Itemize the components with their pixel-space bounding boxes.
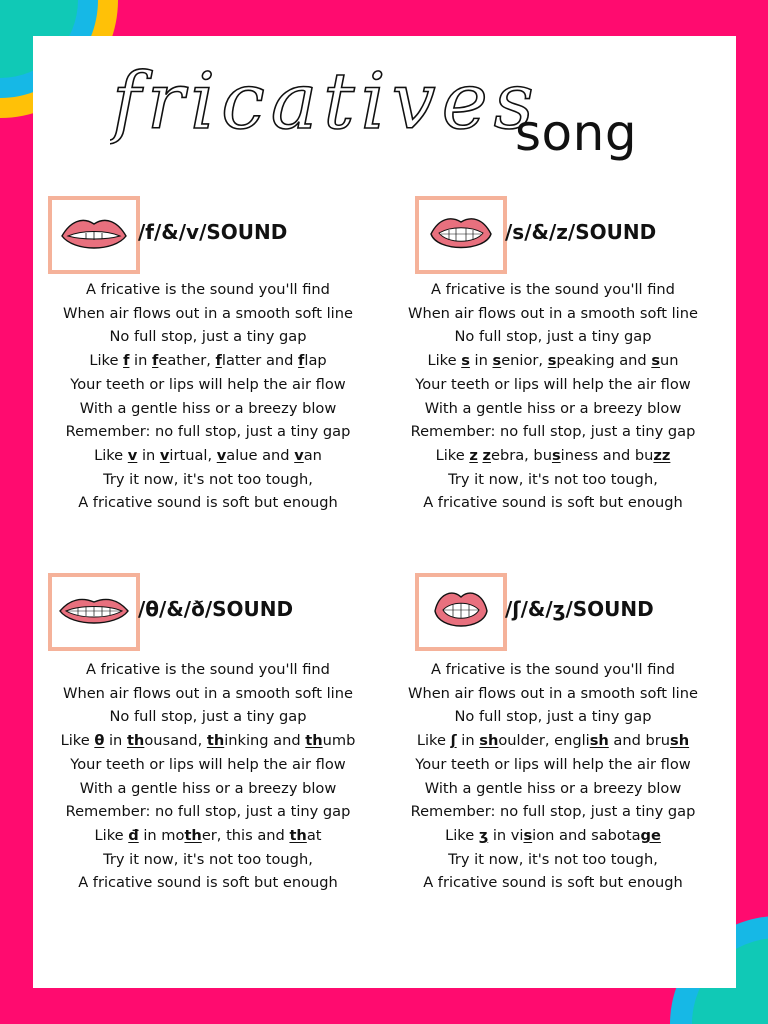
highlight-letters: th [289,826,307,844]
highlight-letters: v [294,446,304,464]
lyric-line: Like ʒ in vision and sabotage [445,826,661,844]
lyric-line: Like f in feather, flatter and flap [89,352,327,370]
highlight-letters: v [216,446,227,464]
lyric-line: When air flows out in a smooth soft line [63,684,353,702]
lyric-line: When air flows out in a smooth soft line [408,304,698,322]
highlight-letters: v [127,446,138,464]
section-header [38,573,378,653]
highlight-letters: sh [589,732,609,750]
lips-box [415,196,507,274]
lyric-line: With a gentle hiss or a breezy blow [424,779,682,797]
lyric-line: Your teeth or lips will help the air flow [70,375,346,393]
highlight-letters: th [126,732,145,750]
lyrics-list [38,278,378,515]
highlight-letters: s [461,352,470,370]
highlight-letters: th [305,732,323,750]
lyric-line: Try it now, it's not too tough, [448,470,658,488]
highlight-letters: th [184,826,202,844]
lyric-line: Like θ in thousand, thinking and thumb [60,732,356,750]
section-header [383,196,723,276]
lyric-line: Like đ in mother, this and that [94,826,322,844]
highlight-letters: ʒ [478,826,489,844]
lyric-line: Like v in virtual, value and van [94,446,322,464]
highlight-letters: zz [653,446,671,464]
lyric-line: A fricative sound is soft but enough [423,874,683,892]
lyric-line: A fricative is the sound you'll find [86,661,330,678]
highlight-letters: đ [128,826,139,844]
lyric-line: When air flows out in a smooth soft line [408,684,698,702]
lips-box [48,573,140,651]
lyric-line: Try it now, it's not too tough, [103,470,313,488]
lips-box [48,196,140,274]
highlight-letters: v [159,446,170,464]
lyric-line: A fricative is the sound you'll find [86,281,330,298]
lyric-line: Like ʃ in shoulder, english and brush [416,732,690,750]
sound-label: /f/&/v/SOUND [138,220,288,244]
highlight-letters: f [152,352,159,370]
lyric-line: Your teeth or lips will help the air flow [415,755,691,773]
sound-label: /θ/&/ð/SOUND [138,597,294,621]
highlight-letters: f [123,352,130,370]
lips-smile-teeth-icon [419,200,503,270]
lyric-line: A fricative sound is soft but enough [78,494,338,512]
highlight-letters: θ [94,732,105,750]
lyric-line: Remember: no full stop, just a tiny gap [410,423,696,441]
lyrics-list [383,278,723,515]
highlight-letters: ge [640,826,661,844]
highlight-letters: z [482,446,491,464]
lyric-line: Like s in senior, speaking and sun [427,352,679,370]
highlight-letters: sh [670,732,690,750]
sound-label: /ʃ/&/ʒ/SOUND [505,597,654,621]
highlight-letters: s [547,352,557,370]
highlight-letters: s [523,826,533,844]
title-song: song [515,104,638,162]
lyric-line: With a gentle hiss or a breezy blow [79,779,337,797]
lyric-line: Remember: no full stop, just a tiny gap [65,423,351,441]
highlight-letters: f [298,352,305,370]
lyric-line: No full stop, just a tiny gap [109,328,307,346]
lips-closed-teeth-icon [52,200,136,270]
lyric-line: A fricative is the sound you'll find [431,281,675,298]
highlight-letters: f [215,352,222,370]
lyric-line: No full stop, just a tiny gap [454,328,652,346]
lyric-line: Remember: no full stop, just a tiny gap [65,803,351,821]
lips-box [415,573,507,651]
lyric-line: When air flows out in a smooth soft line [63,304,353,322]
highlight-letters: s [551,446,561,464]
lyric-line: No full stop, just a tiny gap [454,708,652,726]
svg-text:fricatives: fricatives [112,57,540,147]
lyric-line: Your teeth or lips will help the air flow [415,375,691,393]
lyric-line: Like z zebra, business and buzz [435,446,671,464]
lyric-line: Try it now, it's not too tough, [103,850,313,868]
lyric-line: Remember: no full stop, just a tiny gap [410,803,696,821]
lyric-line: A fricative sound is soft but enough [78,874,338,892]
lyric-line: No full stop, just a tiny gap [109,708,307,726]
lyrics-list [38,658,378,895]
lyric-line: With a gentle hiss or a breezy blow [79,399,337,417]
highlight-letters: s [651,352,661,370]
section-header [383,573,723,653]
highlight-letters: sh [479,732,499,750]
lips-round-teeth-icon [419,577,503,647]
lyrics-list [383,658,723,895]
lyric-line: A fricative is the sound you'll find [431,661,675,678]
lyric-line: With a gentle hiss or a breezy blow [424,399,682,417]
sound-label: /s/&/z/SOUND [505,220,657,244]
highlight-letters: th [206,732,225,750]
highlight-letters: s [492,352,502,370]
lyric-line: A fricative sound is soft but enough [423,494,683,512]
highlight-letters: z [469,446,478,464]
lips-wide-teeth-icon [52,577,136,647]
lyric-line: Try it now, it's not too tough, [448,850,658,868]
highlight-letters: ʃ [450,732,457,750]
section-header [38,196,378,276]
lyric-line: Your teeth or lips will help the air flow [70,755,346,773]
